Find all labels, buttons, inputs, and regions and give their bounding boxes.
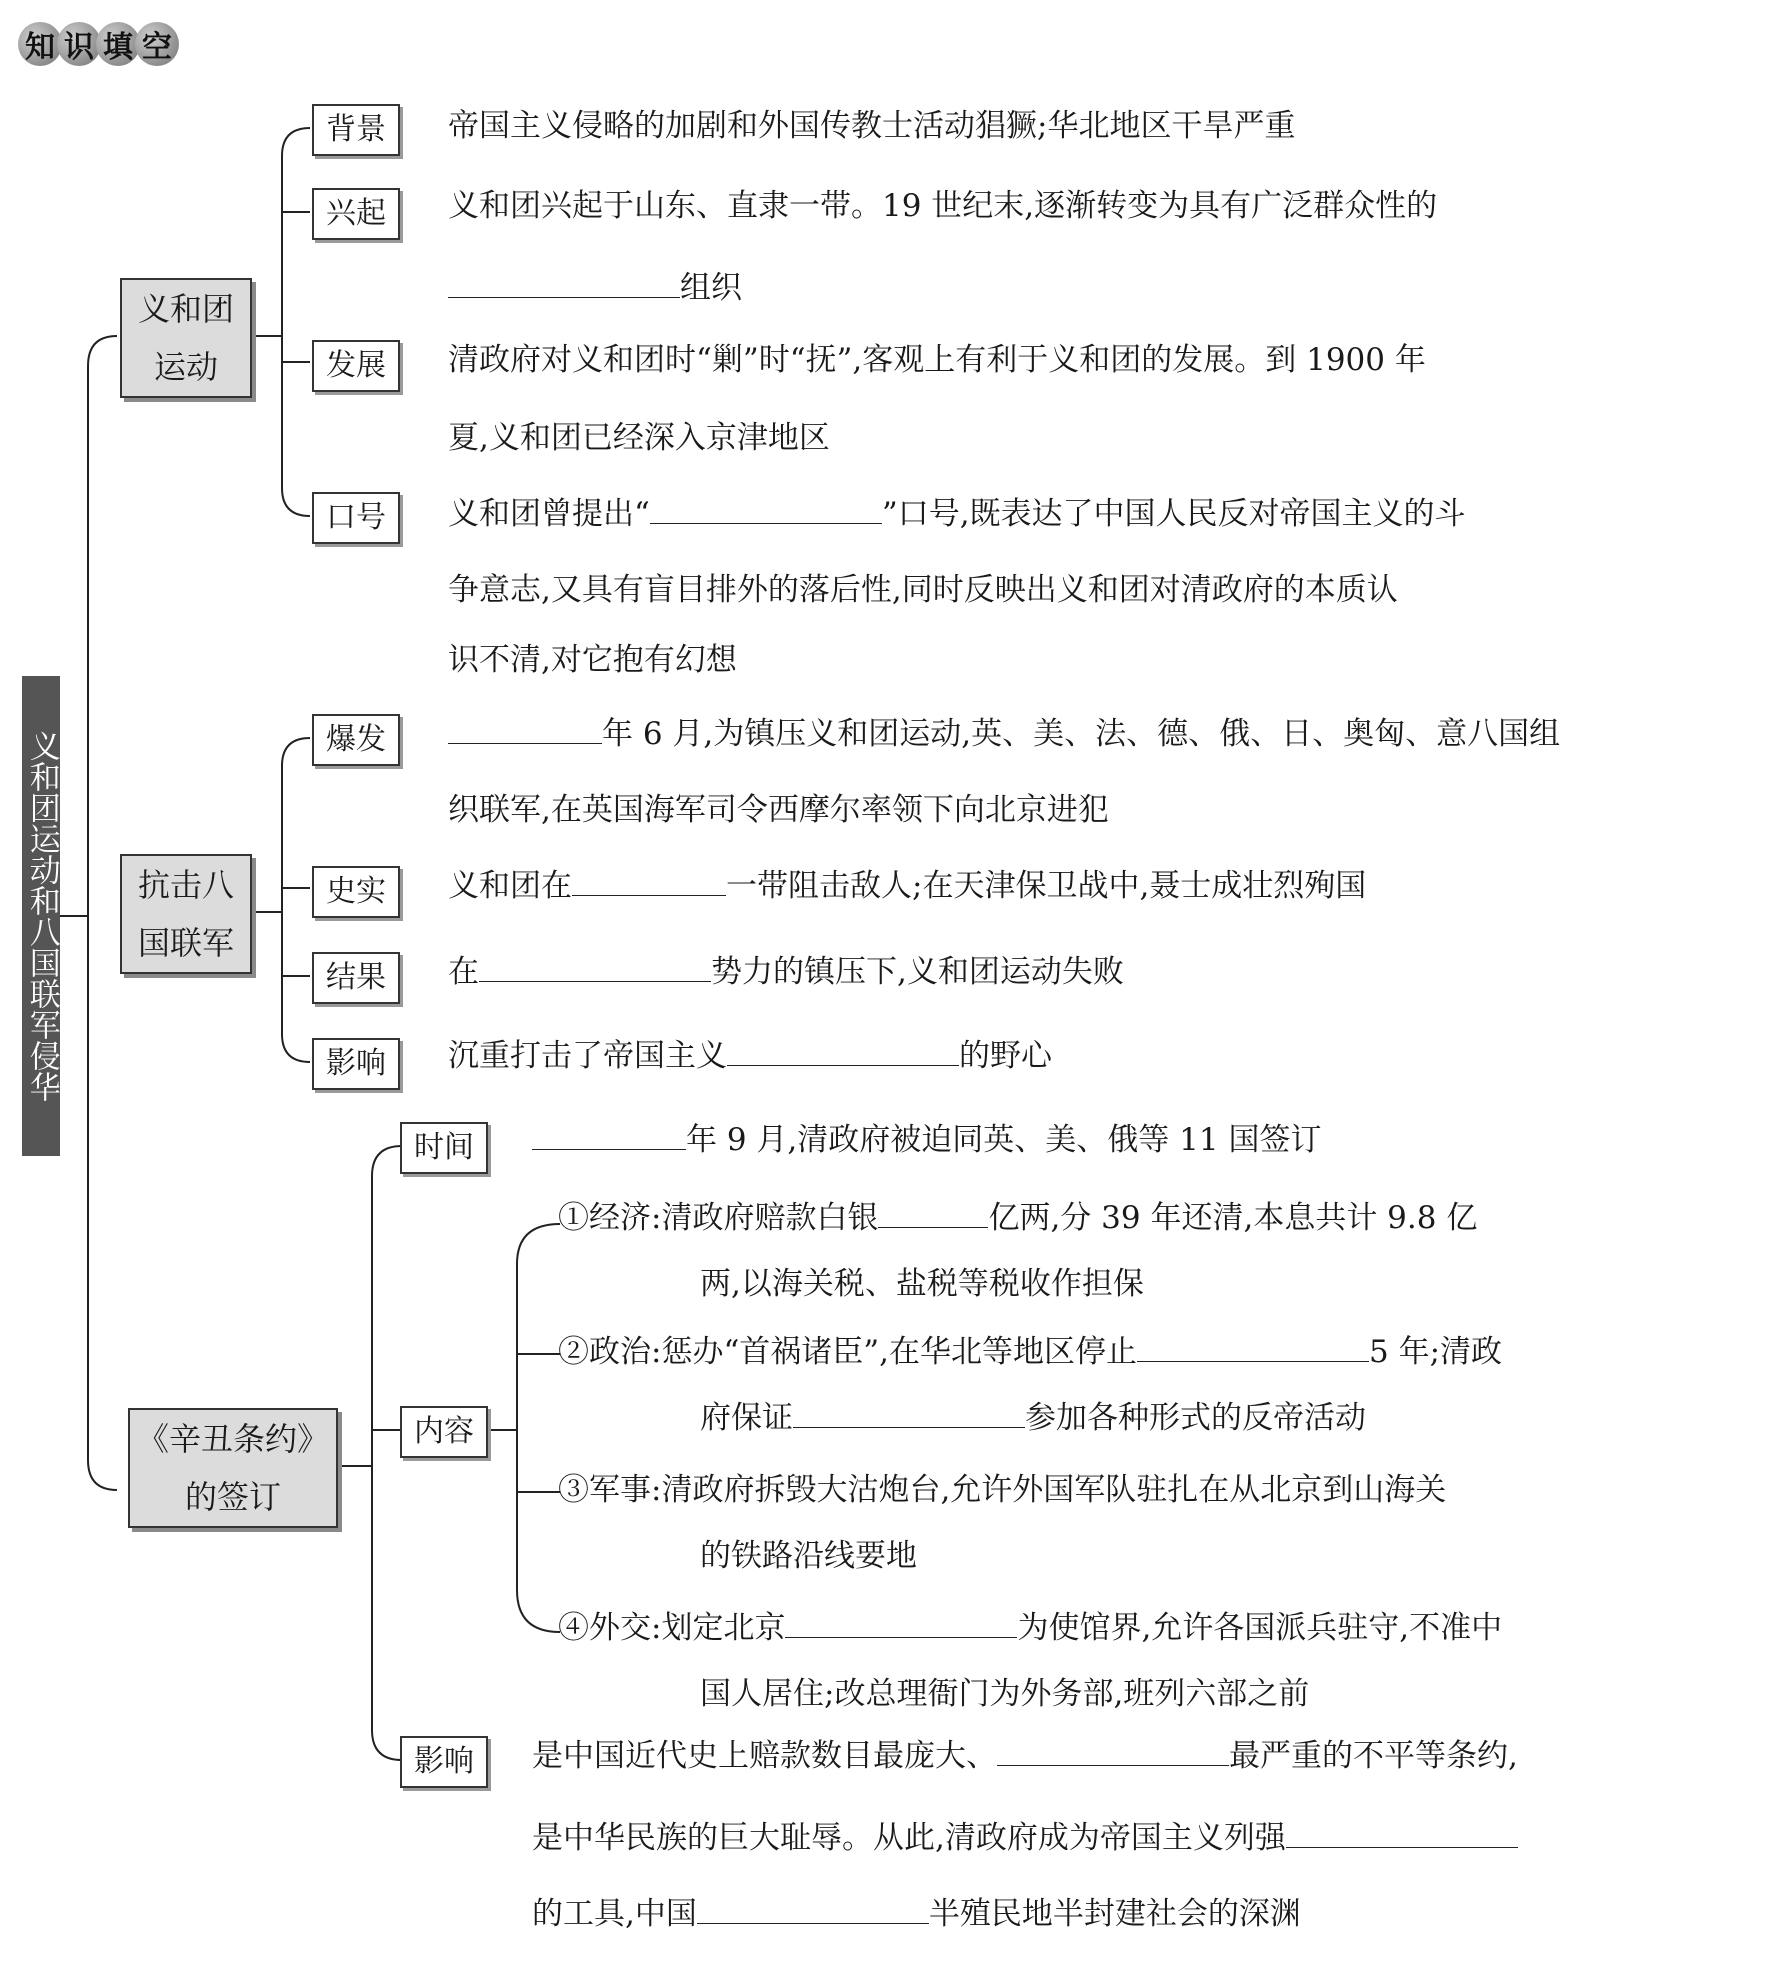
fill-blank[interactable] bbox=[479, 951, 711, 982]
label-treaty-impact: 影响 bbox=[400, 1736, 488, 1788]
header-char: 知 bbox=[18, 22, 62, 66]
item-text-prefix: 划定北京 bbox=[661, 1610, 786, 1646]
slogan-text-prefix: 义和团曾提出“ bbox=[448, 496, 650, 532]
item-head: ④外交: bbox=[558, 1610, 662, 1646]
content-item-politics-line2 bbox=[700, 1380, 1366, 1456]
fill-blank[interactable] bbox=[697, 1893, 929, 1924]
header-char: 填 bbox=[96, 22, 140, 66]
slogan-text bbox=[448, 476, 1466, 552]
category-treaty-signing bbox=[128, 1408, 338, 1528]
label-result: 结果 bbox=[312, 952, 400, 1004]
facts-text-prefix: 义和团在 bbox=[448, 868, 572, 904]
outbreak-text-line2: 织联军,在英国海军司令西摩尔率领下向北京进犯 bbox=[448, 792, 1109, 828]
content-item-military-line2: 的铁路沿线要地 bbox=[700, 1538, 917, 1574]
result-text-prefix: 在 bbox=[448, 954, 479, 990]
treaty-impact-text-line3 bbox=[532, 1876, 1301, 1952]
content-item-diplomacy-line2: 国人居住;改总理衙门为外务部,班列六部之前 bbox=[700, 1676, 1310, 1712]
fill-blank[interactable] bbox=[785, 1607, 1017, 1638]
label-facts: 史实 bbox=[312, 866, 400, 918]
rise-text-line2 bbox=[448, 250, 742, 326]
fill-blank[interactable] bbox=[650, 493, 882, 524]
impact-text-suffix: 半殖民地半封建社会的深渊 bbox=[928, 1896, 1301, 1932]
impact-text-prefix: 是中国近代史上赔款数目最庞大、 bbox=[532, 1738, 997, 1774]
fill-blank[interactable] bbox=[727, 1035, 959, 1066]
item-head: ③军事: bbox=[558, 1472, 662, 1508]
boxer-trunk bbox=[282, 128, 310, 516]
item-text-suffix: 亿两,分 39 年还清,本息共计 9.8 亿 bbox=[988, 1200, 1478, 1236]
label-development: 发展 bbox=[312, 340, 400, 392]
item-text-suffix: 为使馆界,允许各国派兵驻守,不准中 bbox=[1017, 1610, 1503, 1646]
facts-text bbox=[448, 848, 1366, 924]
topic-title: 义和团运动和八国联军侵华 bbox=[22, 676, 60, 1156]
outbreak-text bbox=[448, 696, 1560, 772]
development-text: 清政府对义和团时“剿”时“抚”,客观上有利于义和团的发展。到 1900 年 bbox=[448, 342, 1426, 378]
category-resist-alliance bbox=[120, 854, 252, 974]
item-head: ①经济: bbox=[558, 1200, 662, 1236]
category-title-line: 抗击八 bbox=[137, 866, 234, 904]
fill-blank[interactable] bbox=[997, 1735, 1229, 1766]
rise-text-suffix: 组织 bbox=[680, 270, 742, 306]
label-background: 背景 bbox=[312, 104, 400, 156]
facts-text-suffix: 一带阻击敌人;在天津保卫战中,聂士成壮烈殉国 bbox=[726, 868, 1367, 904]
impact-text-body: 是中华民族的巨大耻辱。从此,清政府成为帝国主义列强 bbox=[532, 1820, 1286, 1856]
content-trunk bbox=[517, 1224, 560, 1632]
time-text-suffix: 年 9 月,清政府被迫同英、美、俄等 11 国签订 bbox=[686, 1122, 1322, 1158]
slogan-text-line3: 识不清,对它抱有幻想 bbox=[448, 642, 737, 678]
background-text: 帝国主义侵略的加剧和外国传教士活动猖獗;华北地区干旱严重 bbox=[448, 108, 1296, 144]
slogan-text-suffix: ”口号,既表达了中国人民反对帝国主义的斗 bbox=[881, 496, 1466, 532]
header-char: 空 bbox=[135, 22, 179, 66]
fill-blank[interactable] bbox=[793, 1397, 1025, 1428]
label-outbreak: 爆发 bbox=[312, 714, 400, 766]
fill-blank[interactable] bbox=[448, 713, 602, 744]
item-head: ②政治: bbox=[558, 1334, 662, 1370]
category-boxer-movement bbox=[120, 278, 252, 398]
content-item-economy-line2: 两,以海关税、盐税等税收作担保 bbox=[700, 1266, 1144, 1302]
treaty-impact-text-line2 bbox=[532, 1800, 1518, 1876]
label-content: 内容 bbox=[400, 1406, 488, 1458]
treaty-impact-text bbox=[532, 1718, 1518, 1794]
label-slogan: 口号 bbox=[312, 492, 400, 544]
impact-text-suffix: 最严重的不平等条约, bbox=[1229, 1738, 1518, 1774]
outbreak-text-suffix: 年 6 月,为镇压义和团运动,英、美、法、德、俄、日、奥匈、意八国组 bbox=[602, 716, 1561, 752]
content-item-diplomacy bbox=[558, 1590, 1502, 1666]
content-item-politics bbox=[558, 1314, 1502, 1390]
impact-text bbox=[448, 1018, 1052, 1094]
content-item-military bbox=[558, 1452, 1446, 1528]
impact-text-prefix: 的工具,中国 bbox=[532, 1896, 697, 1932]
result-text bbox=[448, 934, 1124, 1010]
fill-blank[interactable] bbox=[448, 267, 680, 298]
fill-blank[interactable] bbox=[532, 1119, 686, 1150]
label-rise: 兴起 bbox=[312, 188, 400, 240]
label-time: 时间 bbox=[400, 1122, 488, 1174]
category-title-line: 义和团 bbox=[137, 290, 234, 328]
item-text-prefix: 府保证 bbox=[700, 1400, 793, 1436]
item-text-suffix: 5 年;清政 bbox=[1369, 1334, 1503, 1370]
fill-blank[interactable] bbox=[878, 1197, 988, 1228]
treaty-trunk bbox=[372, 1146, 402, 1760]
label-impact: 影响 bbox=[312, 1038, 400, 1090]
impact-text-prefix: 沉重打击了帝国主义 bbox=[448, 1038, 727, 1074]
item-text-suffix: 参加各种形式的反帝活动 bbox=[1025, 1400, 1366, 1436]
result-text-suffix: 势力的镇压下,义和团运动失败 bbox=[711, 954, 1124, 990]
slogan-text-line2: 争意志,又具有盲目排外的落后性,同时反映出义和团对清政府的本质认 bbox=[448, 572, 1398, 608]
fill-blank[interactable] bbox=[1286, 1817, 1518, 1848]
category-title-line: 国联军 bbox=[137, 924, 234, 962]
item-text: 清政府拆毁大沽炮台,允许外国军队驻扎在从北京到山海关 bbox=[661, 1472, 1447, 1508]
item-text-prefix: 惩办“首祸诸臣”,在华北等地区停止 bbox=[661, 1334, 1138, 1370]
alliance-trunk bbox=[282, 738, 310, 1062]
category-title-line: 运动 bbox=[153, 348, 218, 386]
time-text bbox=[532, 1102, 1321, 1178]
category-title-line: 《辛丑条约》 bbox=[136, 1420, 329, 1458]
category-title-line: 的签订 bbox=[184, 1478, 281, 1516]
fill-blank[interactable] bbox=[572, 865, 726, 896]
content-item-economy bbox=[558, 1180, 1477, 1256]
item-text-prefix: 清政府赔款白银 bbox=[661, 1200, 879, 1236]
fill-blank[interactable] bbox=[1137, 1331, 1369, 1362]
main-trunk bbox=[88, 336, 117, 1490]
impact-text-suffix: 的野心 bbox=[959, 1038, 1052, 1074]
header-char: 识 bbox=[57, 22, 101, 66]
rise-text: 义和团兴起于山东、直隶一带。19 世纪末,逐渐转变为具有广泛群众性的 bbox=[448, 188, 1438, 224]
development-text-line2: 夏,义和团已经深入京津地区 bbox=[448, 420, 830, 456]
